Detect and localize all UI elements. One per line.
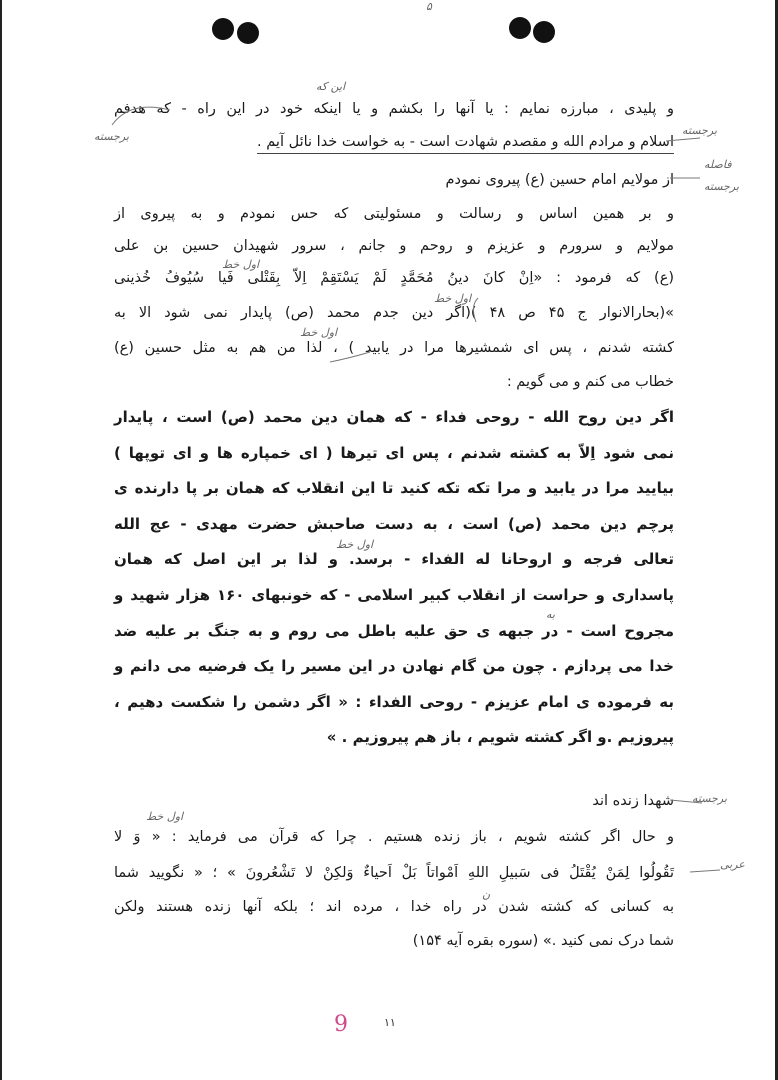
pencil-note: اول خط <box>336 538 374 551</box>
text-line: به کسانی که کشته شدن در راه خدا ، مرده اند ؛ بلکه آنها زنده هستند ولکن <box>114 899 674 915</box>
text-line: »(بحارالانوار ج ۴۵ ص ۴۸ )(اگر دین جدم محمد (ص) پایدار نمی شود الا به <box>114 305 675 321</box>
quote-line: بیایید مرا در یابید و مرا تکه تکه کنید تا این انقلاب که همان بر پا دارنده ی <box>114 479 674 497</box>
text-line-underlined: اسلام و مرادم الله و مقصدم شهادت است - به خواست خدا نائل آیم . <box>257 131 674 154</box>
handwritten-page-number: 9 <box>334 1012 348 1037</box>
pencil-note: برجسته <box>682 124 717 137</box>
text-line: کشته شدنم ، پس ای شمشیرها مرا در یابید ) ، لذا من هم به مثل حسین (ع) <box>114 340 674 356</box>
quote-line: به فرموده ی امام عزیزم - روحی الفداء : « اگر دشمن را شکست دهیم ، <box>114 693 674 711</box>
text-line: تَقُولُوا لِمَنْ یُقْتَلُ فی سَبیلِ اللهِ اَمْواتاً بَلْ اَحیاءٌ وَلکِنْ لا تَشْعُرونَ » ؛ « نگویید شما <box>114 865 674 881</box>
pencil-note: برجسته <box>692 792 727 805</box>
pencil-note: ن <box>482 888 491 901</box>
pencil-bracket <box>473 298 478 322</box>
text-line: و پلیدی ، مبارزه نمایم : یا آنها را بکشم و یا اینکه خود در این راه - که هدفم <box>114 101 674 117</box>
text-line: از مولایم امام حسین (ع) پیروی نمودم <box>445 172 674 188</box>
quote-line: نمی شود اِلاّ به کشته شدنم ، پس ای تیرها ( ای خمپاره ها و ای توپها ) <box>114 444 674 462</box>
section-heading: شهدا زنده اند <box>592 793 674 809</box>
pencil-note: برجسته <box>94 130 129 143</box>
pencil-arrow-4 <box>690 870 720 872</box>
quote-line: اگر دین روح الله - روحی فداء - که همان دین محمد (ص) است ، پایدار <box>114 408 674 426</box>
pencil-curve-2 <box>330 352 370 362</box>
quote-line: پیروزیم .و اگر کشته شویم ، باز هم پیروزیم . » <box>326 728 674 746</box>
page-number: ۱۱ <box>384 1016 396 1029</box>
pencil-note: برجسته <box>704 180 739 193</box>
pencil-note: اول خط <box>300 326 338 339</box>
pencil-note: ۵ <box>426 0 432 13</box>
pencil-note: اول خط <box>434 292 472 305</box>
pencil-note: فاصله <box>704 158 732 171</box>
pencil-note: عربی <box>720 858 745 871</box>
pencil-arrow-3 <box>670 800 702 803</box>
pencil-note: اول خط <box>146 810 184 823</box>
pencil-arrow-1 <box>666 138 700 141</box>
pencil-note: اول خط <box>222 258 260 271</box>
text-line: و بر همین اساس و رسالت و مسئولیتی که حس نمودم و به پیروی از <box>114 206 674 222</box>
quote-line: خدا می پردازم . چون من گام نهادن در این مسیر را یک فرضیه می دانم و <box>114 657 674 675</box>
pencil-note: به <box>546 608 555 621</box>
quote-line: پاسداری و حراست از انقلاب کبیر اسلامی - که خونبهای ۱۶۰ هزار شهید و <box>114 586 674 604</box>
quote-line: پرچم دین محمد (ص) است ، به دست صاحبش حضرت مهدی - عج الله <box>114 515 674 533</box>
quote-line: تعالی فرجه و اروحانا له الفداء - برسد. و لذا بر این اصل که همان <box>114 550 674 568</box>
text-line: شما درک نمی کنید .» (سوره بقره آیه ۱۵۴) <box>412 933 674 949</box>
text-line: مولایم و سرورم و عزیزم و روحم و جانم ، سرور شهیدان حسین بن علی <box>114 238 674 254</box>
pencil-curve-1 <box>112 107 170 125</box>
quote-line: مجروح است - در جبهه ی حق علیه باطل می روم و به جنگ بر علیه ضد <box>114 622 674 640</box>
text-line: خطاب می کنم و می گویم : <box>506 374 674 390</box>
text-line: (ع) که فرمود : «اِنْ کانَ دینُ مُحَمَّدٍ لَمْ یَسْتَقِمْ اِلاّ بِقَتْلی فَیا سُیُوفُ خُذینی <box>114 270 674 286</box>
text-line: و حال اگر کشته شویم ، باز زنده هستیم . چرا که قرآن می فرماید : « وَ لا <box>114 829 674 845</box>
pencil-note: این که <box>316 80 346 93</box>
